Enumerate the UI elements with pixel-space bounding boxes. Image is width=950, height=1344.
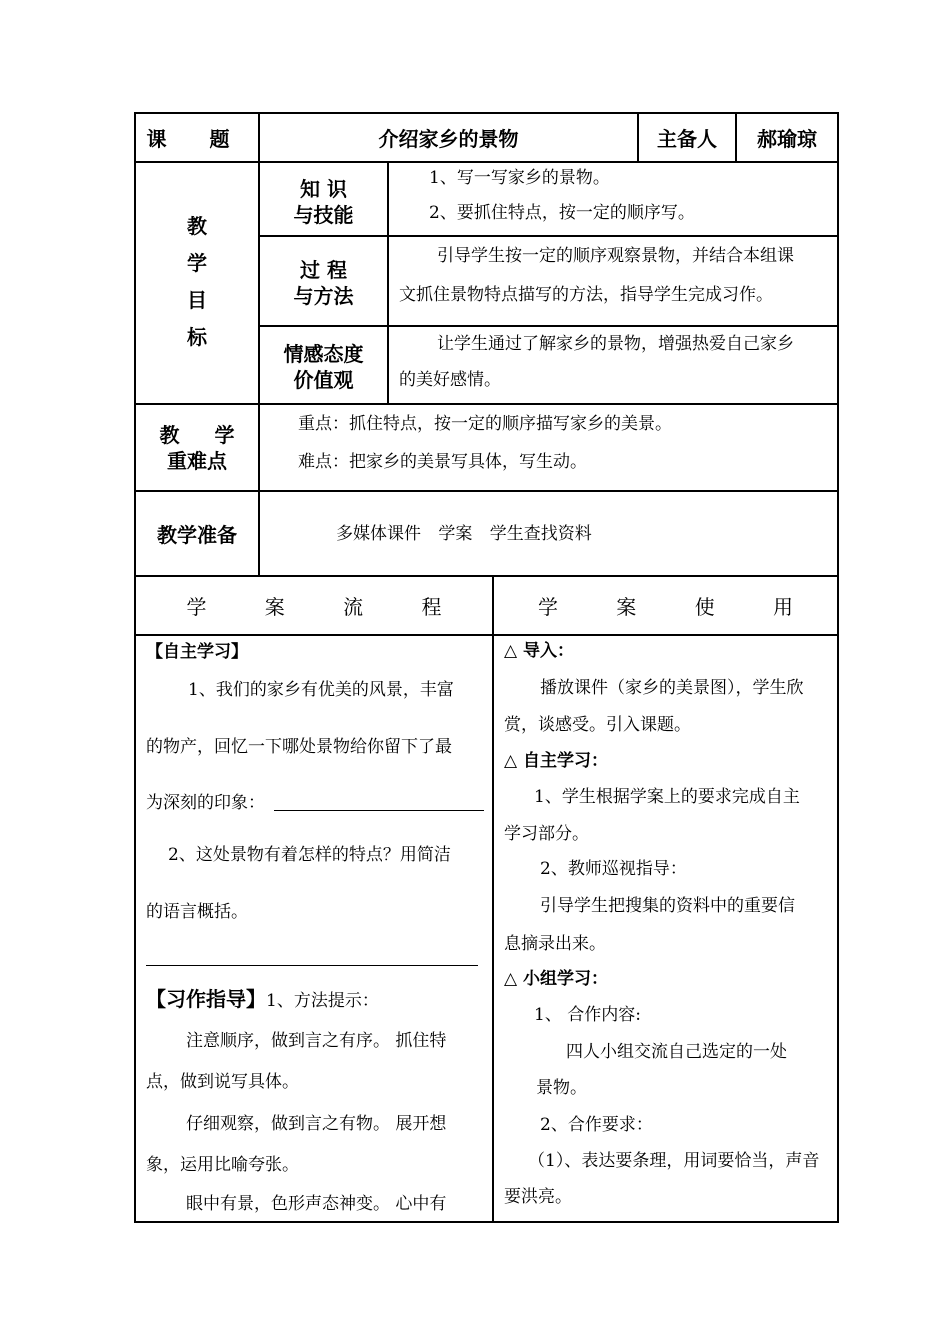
self-study-use-title: △ 自主学习： <box>504 751 608 771</box>
q1-line: 的物产，回忆一下哪处景物给你留下了最 <box>146 737 452 757</box>
key-difficulty-text: 难点：把家乡的美景写具体，写生动。 <box>298 452 587 472</box>
left-column-header: 学 案 流 程 <box>186 595 468 619</box>
row-divider <box>258 235 837 237</box>
tip-line: 注意顺序，做到言之有序。 抓住特 <box>186 1031 447 1051</box>
group-study-line: 景物。 <box>536 1078 587 1098</box>
topic-value: 介绍家乡的景物 <box>378 127 519 151</box>
label-line: 过 程 <box>300 258 347 282</box>
topic-label: 课 题 <box>146 127 248 151</box>
lesson-plan-table <box>134 112 839 1223</box>
label-line: 知 识 <box>300 177 347 201</box>
label-line: 与方法 <box>293 284 354 308</box>
self-study-use-line: 息摘录出来。 <box>504 934 606 954</box>
group-study-line: 四人小组交流自己选定的一处 <box>566 1042 787 1062</box>
q2-answer-line <box>146 965 478 966</box>
group-study-title: △ 小组学习： <box>504 969 608 989</box>
intro-title: △ 导入： <box>504 641 574 661</box>
key-focus-text: 重点：抓住特点，按一定的顺序描写家乡的美景。 <box>298 414 672 434</box>
self-study-use-line: 学习部分。 <box>504 824 589 844</box>
group-study-line: 2、合作要求： <box>540 1115 653 1135</box>
q1-line: 1、我们的家乡有优美的风景，丰富 <box>188 680 454 700</box>
emotion-line: 让学生通过了解家乡的景物，增强热爱自己家乡 <box>437 334 794 354</box>
objectives-label-char: 教 <box>187 214 207 238</box>
objectives-label-char: 学 <box>187 251 207 275</box>
group-study-line: 1、 合作内容: <box>534 1005 641 1025</box>
preparer-label: 主备人 <box>657 127 717 151</box>
preparation-label: 教学准备 <box>157 523 237 547</box>
knowledge-line: 2、要抓住特点，按一定的顺序写。 <box>429 203 695 223</box>
objectives-label-char: 目 <box>187 288 207 312</box>
process-line: 文抓住景物特点描写的方法，指导学生完成习作。 <box>399 285 773 305</box>
emotion-values-label <box>260 341 387 393</box>
objectives-label-char: 标 <box>187 325 207 349</box>
writing-guide-intro: 1、方法提示： <box>266 991 379 1011</box>
tip-line: 仔细观察，做到言之有物。 展开想 <box>186 1114 447 1134</box>
intro-line: 播放课件（家乡的美景图），学生欣 <box>540 678 804 698</box>
row-divider <box>136 161 837 163</box>
writing-guide-title: 【习作指导】 <box>146 987 266 1011</box>
preparer-name: 郝瑜琼 <box>757 127 817 151</box>
col-divider <box>387 161 389 403</box>
key-points-label <box>136 422 258 474</box>
knowledge-line: 1、写一写家乡的景物。 <box>429 168 610 188</box>
preparation-value: 多媒体课件 学案 学生查找资料 <box>336 524 592 544</box>
process-method-label <box>260 257 387 309</box>
q1-answer-line <box>274 810 484 811</box>
self-study-use-line: 2、教师巡视指导： <box>540 859 687 879</box>
row-divider <box>136 403 837 405</box>
row-divider <box>258 325 837 327</box>
process-line: 引导学生按一定的顺序观察景物，并结合本组课 <box>437 246 794 266</box>
label-line: 重难点 <box>167 449 227 473</box>
q2-line: 的语言概括。 <box>146 902 248 922</box>
knowledge-skills-label <box>260 176 387 228</box>
self-study-use-line: 1、学生根据学案上的要求完成自主 <box>534 787 800 807</box>
label-line: 教 学 <box>159 423 249 447</box>
col-divider <box>492 575 494 1221</box>
self-study-use-line: 引导学生把搜集的资料中的重要信 <box>540 896 795 916</box>
label-line: 价值观 <box>293 368 354 392</box>
group-study-line: 要洪亮。 <box>504 1187 572 1207</box>
q2-line: 2、这处景物有着怎样的特点？用简洁 <box>168 845 451 865</box>
row-divider <box>136 634 837 636</box>
tip-line: 象，运用比喻夸张。 <box>146 1155 299 1175</box>
tip-line: 点，做到说写具体。 <box>146 1072 299 1092</box>
objectives-section-label <box>136 208 258 356</box>
self-study-title: 【自主学习】 <box>146 642 248 662</box>
q1-line: 为深刻的印象： <box>146 793 265 813</box>
right-column-header: 学 案 使 用 <box>537 595 820 619</box>
emotion-line: 的美好感情。 <box>399 370 501 390</box>
tip-line: 眼中有景，色形声态神变。 心中有 <box>186 1194 447 1214</box>
writing-guide-heading <box>146 989 379 1011</box>
group-study-line: （1）、表达要条理，用词要恰当，声音 <box>528 1151 820 1171</box>
intro-line: 赏，谈感受。引入课题。 <box>504 715 691 735</box>
label-line: 与技能 <box>293 203 354 227</box>
label-line: 情感态度 <box>283 342 364 366</box>
